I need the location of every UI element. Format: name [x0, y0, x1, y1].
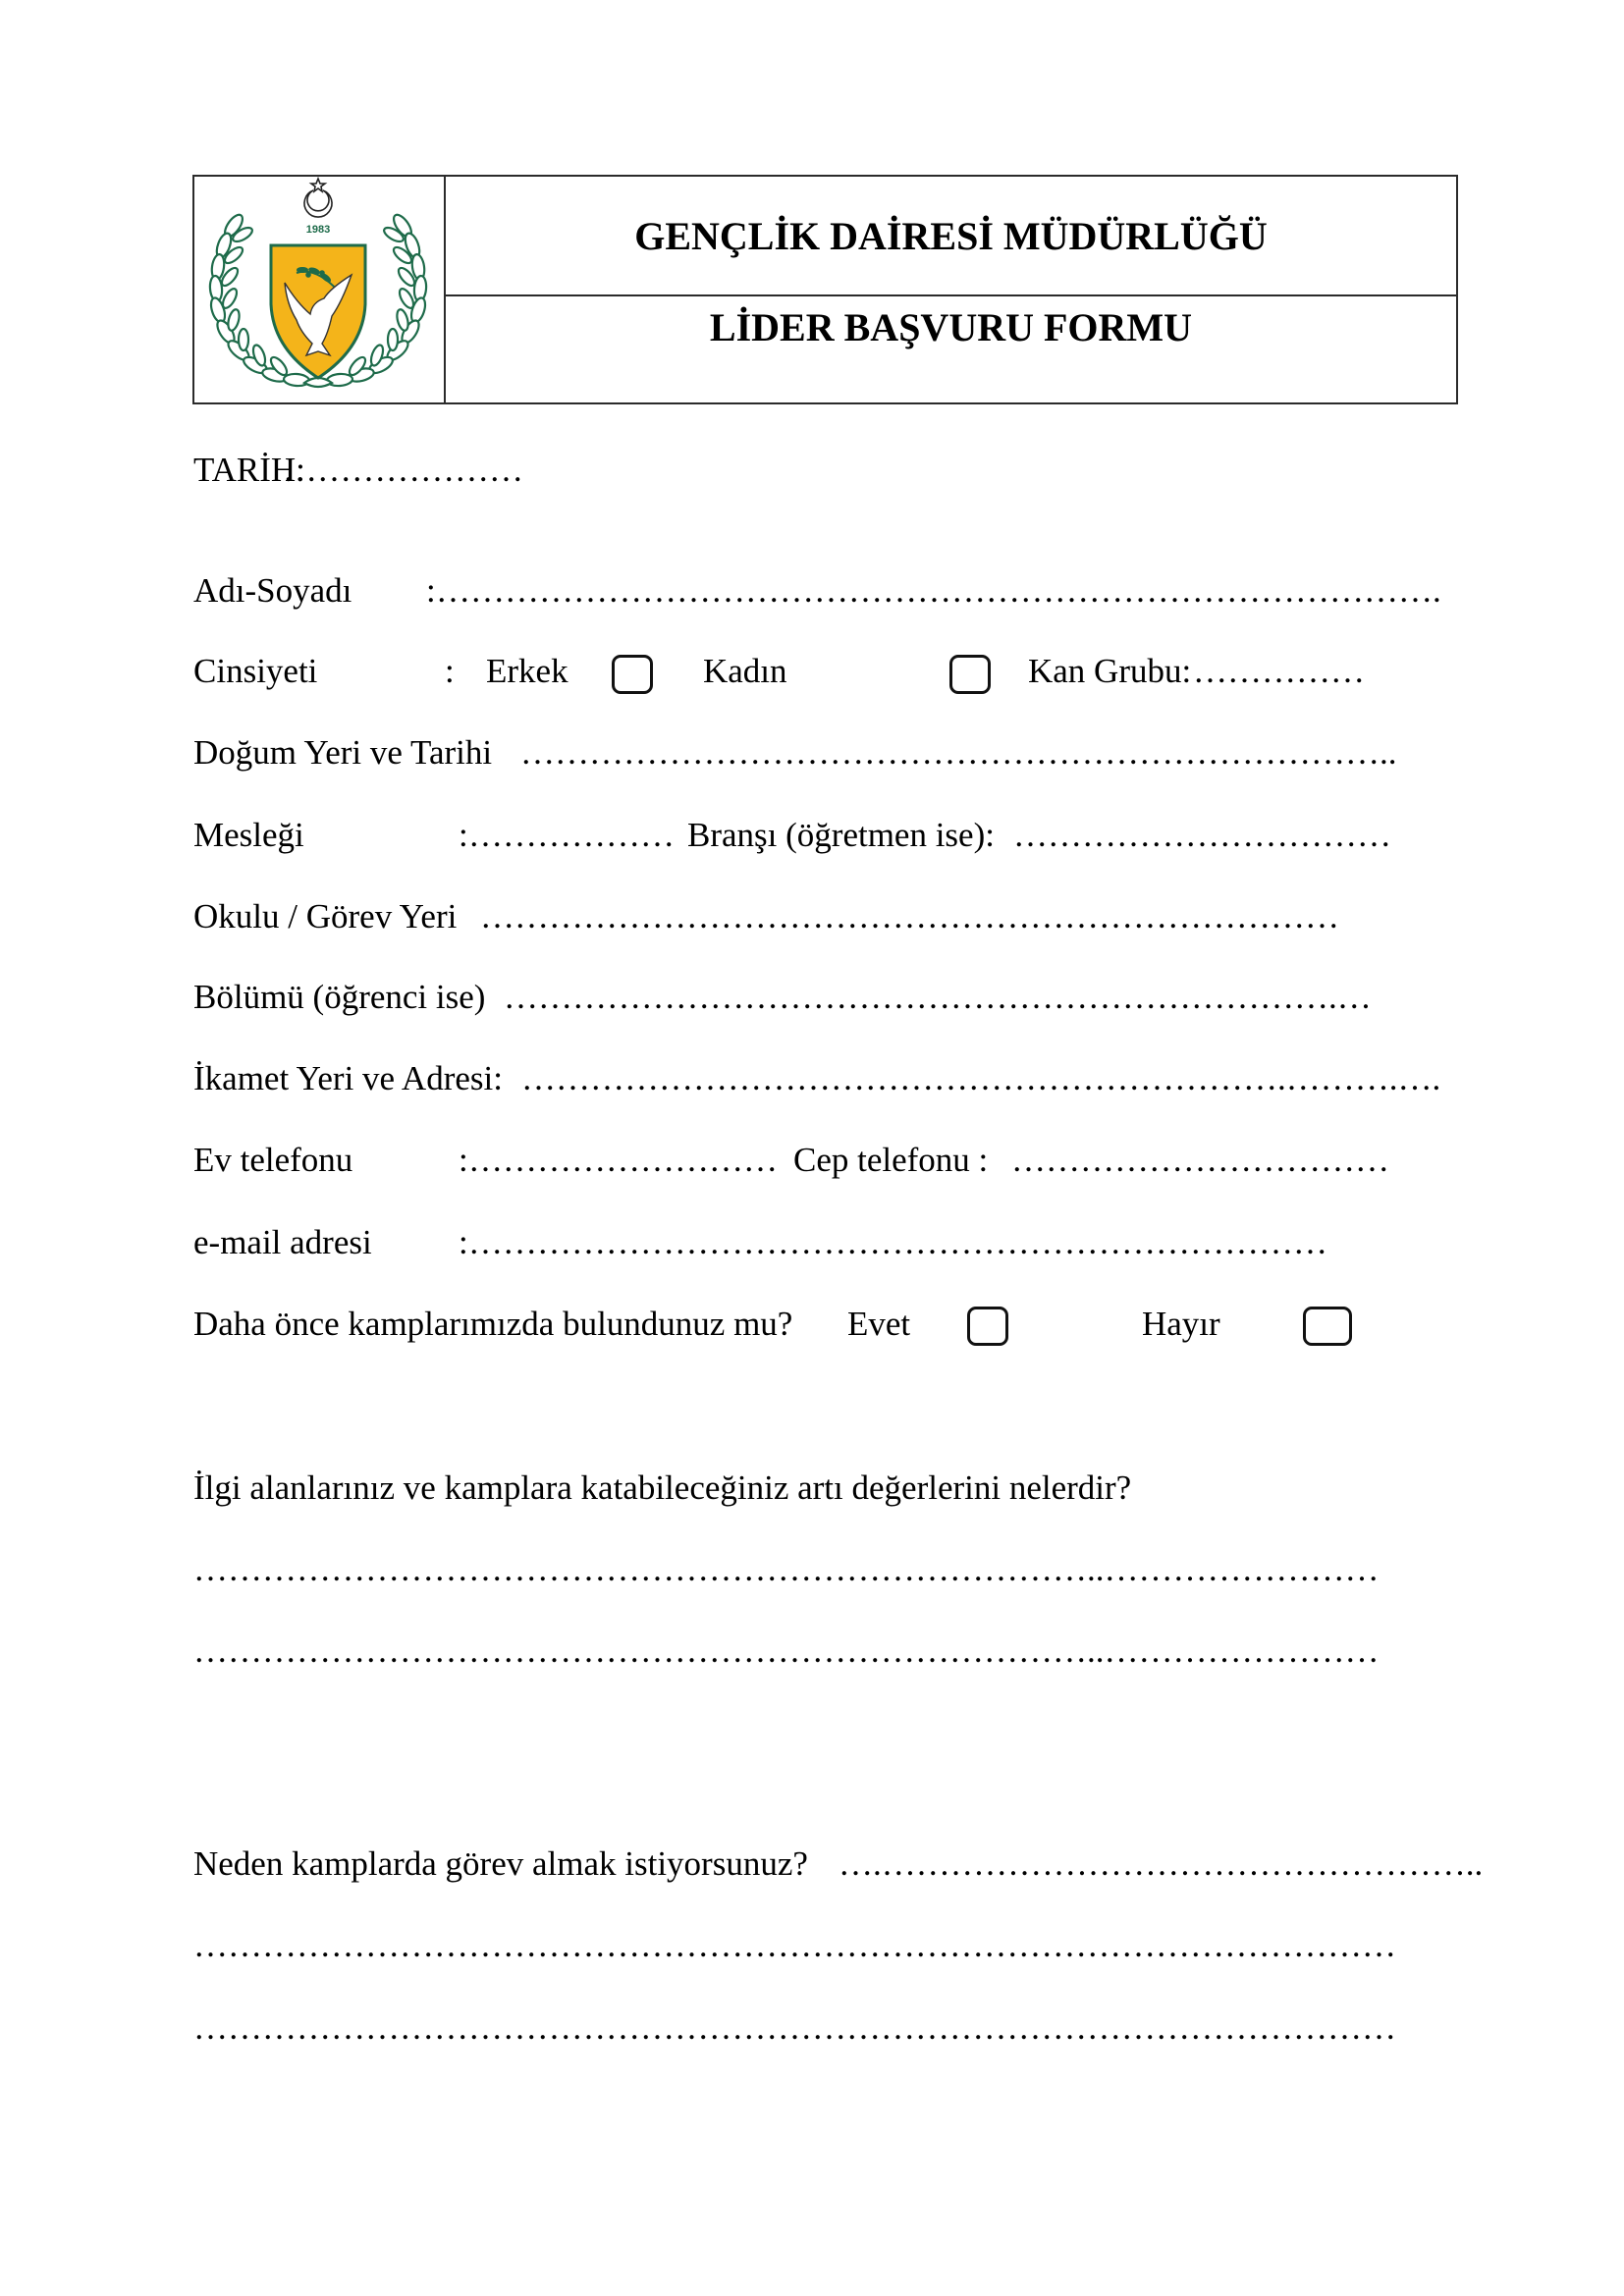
gender-female-label: Kadın	[703, 652, 787, 690]
blood-type-label: Kan Grubu:	[1028, 652, 1192, 690]
department-label: Bölümü (öğrenci ise)	[193, 978, 486, 1016]
school-field[interactable]: …………………………………………………………………	[480, 897, 1339, 935]
motivation-answer-field-1[interactable]: ……………………………………………………………………………………………	[193, 1926, 1396, 1964]
motivation-field[interactable]: ….……………………………………………..	[839, 1844, 1484, 1883]
gender-female-checkbox[interactable]	[949, 655, 991, 694]
previous-camp-yes-label: Evet	[847, 1305, 911, 1343]
previous-camp-no-label: Hayır	[1142, 1305, 1220, 1343]
address-label: İkamet Yeri ve Adresi:	[193, 1059, 503, 1097]
motivation-answer-field-2[interactable]: ……………………………………………………………………………………………	[193, 2008, 1396, 2047]
motivation-question: Neden kamplarda görev almak istiyorsunuz?	[193, 1844, 808, 1883]
email-field[interactable]: …………………………………………………………………	[468, 1223, 1327, 1261]
home-phone-label: Ev telefonu	[193, 1141, 353, 1179]
mobile-phone-field[interactable]: ……………………………	[1011, 1141, 1389, 1179]
previous-camp-yes-checkbox[interactable]	[967, 1307, 1008, 1346]
mobile-phone-label: Cep telefonu :	[793, 1141, 989, 1179]
gender-male-checkbox[interactable]	[612, 655, 653, 694]
profession-colon: :	[459, 816, 468, 854]
interests-question: İlgi alanlarınız ve kamplara katabileceğiniz artı değerlerini nelerdir?	[193, 1468, 1132, 1507]
name-colon: :	[426, 571, 436, 610]
email-label: e-mail adresi	[193, 1223, 372, 1261]
interests-answer-field-1[interactable]: ……………………………………………………………………..……………………	[193, 1550, 1380, 1588]
previous-camp-no-checkbox[interactable]	[1303, 1307, 1352, 1346]
name-field[interactable]: …………………………………………………………………………….	[436, 571, 1441, 610]
logo-year: 1983	[305, 224, 331, 236]
address-field[interactable]: ………………………………………………………….……….….	[521, 1059, 1441, 1097]
blood-type-field[interactable]: ……………	[1193, 652, 1365, 690]
header-table	[192, 175, 1458, 404]
gender-row	[193, 650, 1470, 693]
page-title: GENÇLİK DAİRESİ MÜDÜRLÜĞÜ	[634, 213, 1268, 258]
profession-label: Mesleği	[193, 816, 304, 854]
previous-camp-row	[193, 1303, 1470, 1346]
birth-label: Doğum Yeri ve Tarihi	[193, 733, 493, 772]
home-phone-field[interactable]: ………………………	[468, 1141, 778, 1179]
profession-field[interactable]: ………………	[468, 816, 675, 854]
school-label: Okulu / Görev Yeri	[193, 897, 458, 935]
crescent-star-icon	[304, 179, 332, 217]
subtitle-row	[446, 296, 1456, 402]
interests-answer-field-2[interactable]: ……………………………………………………………………..……………………	[193, 1631, 1380, 1670]
name-label: Adı-Soyadı	[193, 571, 352, 610]
department-field[interactable]: ……………………………………………………………….…	[504, 978, 1372, 1016]
email-colon: :	[459, 1223, 468, 1261]
date-field[interactable]: …………………	[283, 451, 523, 489]
gender-label: Cinsiyeti	[193, 652, 318, 690]
birth-field[interactable]: …………………………………………………………………..	[520, 733, 1397, 772]
gender-colon: :	[445, 652, 455, 690]
previous-camp-question: Daha önce kamplarımızda bulundunuz mu?	[193, 1305, 793, 1343]
branch-label: Branşı (öğretmen ise):	[687, 816, 995, 854]
coat-of-arms-logo	[194, 177, 442, 402]
logo-cell	[194, 177, 446, 402]
form-title: LİDER BAŞVURU FORMU	[709, 305, 1193, 349]
home-phone-colon: :	[459, 1141, 468, 1179]
title-row	[446, 177, 1456, 296]
branch-field[interactable]: ……………………………	[1013, 816, 1391, 854]
date-label: TARİH:	[193, 451, 305, 489]
gender-male-label: Erkek	[486, 652, 568, 690]
